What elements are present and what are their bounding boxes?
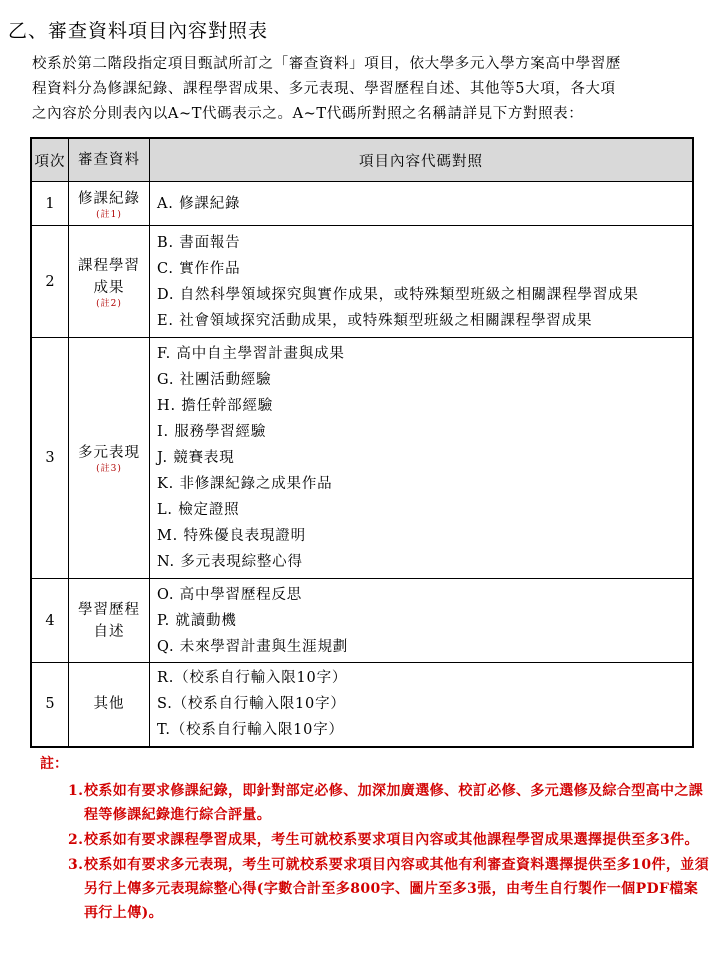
row-items — [150, 663, 694, 747]
section-heading: 乙、審查資料項目內容對照表 — [8, 20, 269, 42]
row-items — [150, 579, 694, 663]
item-code: N. 多元表現綜整心得 — [157, 554, 303, 570]
category-line: 自述 — [93, 623, 125, 640]
intro-line: 程資料分為修課紀錄、課程學習成果、多元表現、學習歷程自述、其他等5大項，各大項 — [32, 81, 616, 97]
item-code: A. 修課紀錄 — [157, 195, 241, 212]
row-no: 3 — [31, 338, 69, 579]
intro-line: 之內容於分則表內以A~T代碼表示之。A~T代碼所對照之名稱請詳見下方對照表： — [32, 106, 584, 122]
item-code: C. 實作作品 — [157, 260, 241, 277]
item-code: M. 特殊優良表現證明 — [157, 528, 306, 544]
table-header-row — [31, 138, 693, 182]
category-line: 課程學習 — [78, 257, 140, 274]
item-code: Q. 未來學習計畫與生涯規劃 — [157, 638, 349, 655]
item-code: T.（校系自行輸入限10字） — [157, 722, 344, 739]
table-row — [31, 579, 693, 663]
note-text: 校系如有要求修課紀錄，即針對部定必修、加深加廣選修、校訂必修、多元選修及綜合型高中之課程等修課紀錄進行綜合評量。 — [84, 783, 704, 823]
table-row — [31, 182, 693, 226]
category-line: 其他 — [93, 696, 125, 713]
row-no: 2 — [31, 226, 69, 338]
item-code: J. 競賽表現 — [157, 450, 235, 466]
row-category — [69, 663, 150, 747]
category-line: 學習歷程 — [78, 601, 140, 618]
row-category — [69, 226, 150, 338]
intro-line: 校系於第二階段指定項目甄試所訂之「審查資料」項目，依大學多元入學方案高中學習歷 — [32, 56, 621, 72]
item-code: I. 服務學習經驗 — [157, 424, 267, 440]
item-code: B. 書面報告 — [157, 234, 241, 251]
category-line: 成果 — [93, 279, 125, 296]
row-items — [150, 182, 694, 226]
item-code: O. 高中學習歷程反思 — [157, 586, 303, 603]
note-text: 校系如有要求多元表現，考生可就校系要求項目內容或其他有利審查資料選擇提供至多10件，並須另行上傳多元表現綜整心得(字數合計至多800字、圖片至多3張，由考生自行製作一個PDF檔案再行上傳)。 — [84, 857, 710, 921]
row-items — [150, 338, 694, 579]
item-code: S.（校系自行輸入限10字） — [157, 696, 346, 713]
item-code: R.（校系自行輸入限10字） — [157, 670, 348, 687]
note-text: 校系如有要求課程學習成果，考生可就校系要求項目內容或其他課程學習成果選擇提供至多3件。 — [84, 832, 699, 848]
table-row — [31, 338, 693, 579]
row-category — [69, 338, 150, 579]
note-number: 1. — [68, 783, 84, 799]
item-code: F. 高中自主學習計畫與成果 — [157, 346, 345, 362]
review-items-table — [30, 137, 694, 748]
note-item — [68, 779, 710, 827]
notes-section — [40, 753, 710, 926]
table-row — [31, 663, 693, 747]
item-code: E. 社會領域探究活動成果，或特殊類型班級之相關課程學習成果 — [157, 312, 593, 329]
header-items: 項目內容代碼對照 — [150, 138, 694, 182]
row-category — [69, 579, 150, 663]
intro-paragraph — [32, 52, 704, 127]
row-items — [150, 226, 694, 338]
notes-title: 註： — [40, 756, 68, 772]
item-code: G. 社團活動經驗 — [157, 372, 272, 388]
note-item — [68, 828, 710, 852]
table-row — [31, 226, 693, 338]
note-number: 2. — [68, 832, 84, 848]
note-ref: (註3) — [96, 464, 122, 474]
row-no: 4 — [31, 579, 69, 663]
category-line: 多元表現 — [78, 445, 140, 461]
note-ref: (註2) — [96, 298, 122, 309]
row-no: 5 — [31, 663, 69, 747]
item-code: H. 擔任幹部經驗 — [157, 398, 274, 414]
item-code: P. 就讀動機 — [157, 612, 237, 629]
note-ref: (註1) — [96, 209, 122, 220]
header-no: 項次 — [31, 138, 69, 182]
item-code: L. 檢定證照 — [157, 502, 240, 518]
note-item — [68, 853, 710, 925]
note-number: 3. — [68, 857, 84, 873]
category-line: 修課紀錄 — [78, 190, 140, 207]
header-category: 審查資料 — [69, 138, 150, 182]
item-code: D. 自然科學領域探究與實作成果，或特殊類型班級之相關課程學習成果 — [157, 286, 639, 303]
item-code: K. 非修課紀錄之成果作品 — [157, 476, 333, 492]
row-category — [69, 182, 150, 226]
row-no: 1 — [31, 182, 69, 226]
